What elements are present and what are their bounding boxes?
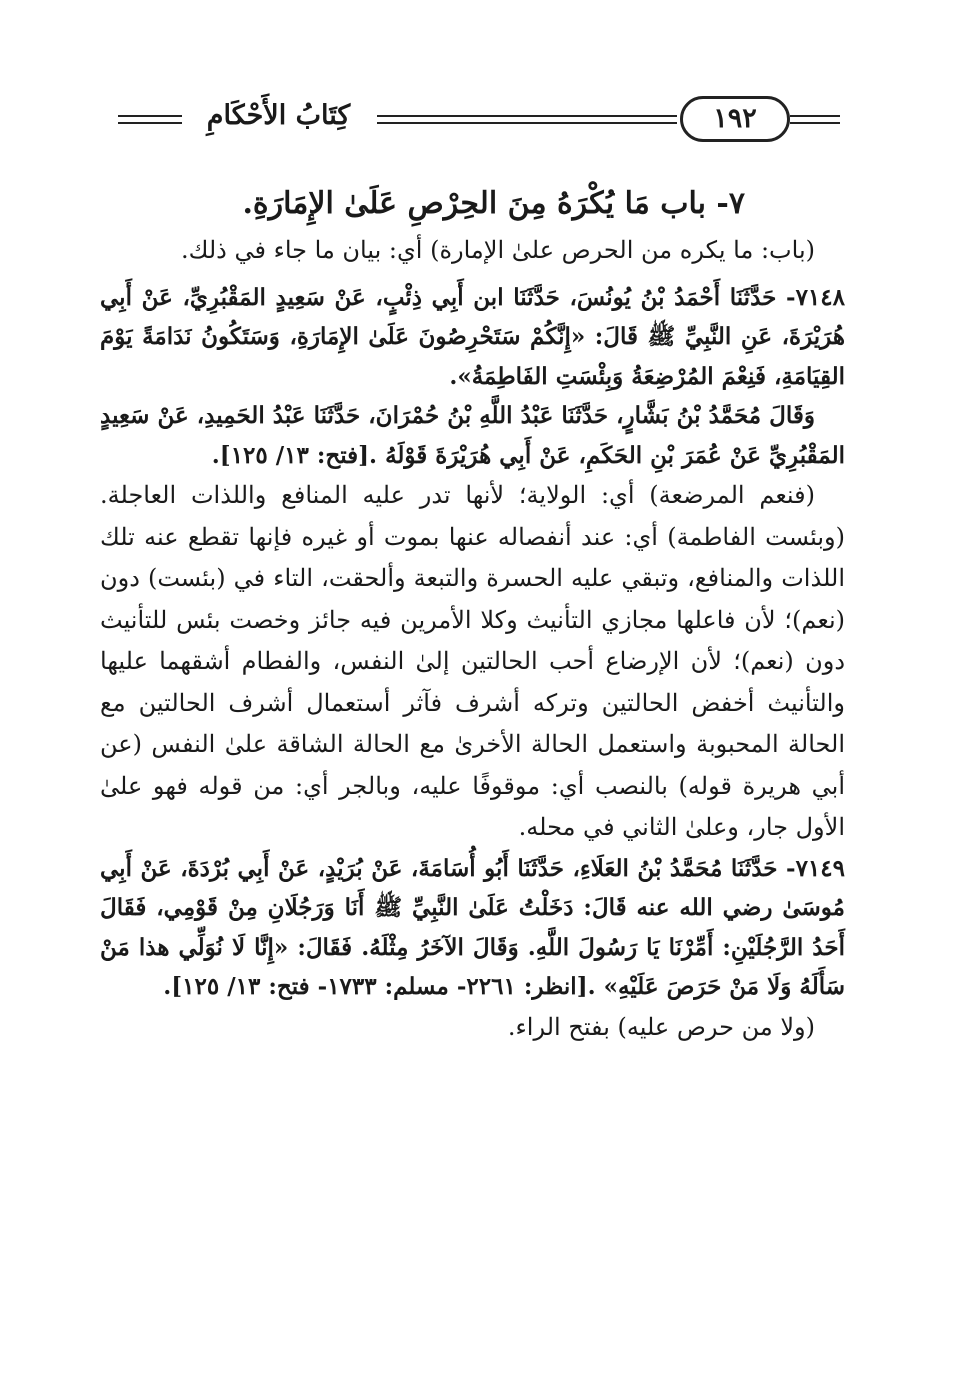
commentary-paragraph: (ولا من حرص عليه) بفتح الراء. (507, 1012, 815, 1041)
commentary-paragraph: (باب: ما يكره من الحرص علىٰ الإمارة) أي: بيان ما جاء في ذلك. (180, 236, 815, 264)
page-number: ١٩٢ (680, 96, 790, 142)
page-body (100, 178, 845, 1048)
hadith-paragraph: ٧١٤٨- حَدَّثَنَا أَحْمَدُ بْنُ يُونُسَ، حَدَّثَنَا ابن أَبِي ذِئْبٍ، عَنْ سَعِيدٍ المَقْبُرِيِّ، عَنْ أَبِي هُرَيْرَةَ، عَنِ النَّبِيِّ ﷺ قَالَ: «إِنَّكُمْ سَتَحْرِصُونَ عَلَىٰ الإِمَارَةِ، وَسَتَكُونُ نَدَامَةً يَوْمَ القِيَامَةِ، فَنِعْمَ المُرْضِعَةُ وَبِئْسَتِ الفَاطِمَةُ». (100, 283, 845, 390)
header-rule-right (790, 115, 840, 124)
commentary-paragraph: (فنعم المرضعة) أي: الولاية؛ لأنها تدر عليه المنافع واللذات العاجلة. (وبئست الفاطمة) أي: عند أنفصاله عنها بموت أو غيره فإنها تقطع عنه تلك اللذات والمنافع، وتبقي عليه الحسرة والتبعة وألحقت، التاء في (بئست) دون (نعم)؛ لأن فاعلها مجازي التأنيث وكلا الأمرين فيه جائز وخصت بئس للتأنيث دون (نعم)؛ لأن الإرضاع أحب الحالتين إلىٰ النفس، والفطام أشقهما عليها والتأنيث أخفض الحالتين وتركه أشرف فآثر أستعمال أشرف الحالتين مع الحالة المحبوبة واستعمل الحالة الأخرىٰ مع الحالة الشاقة علىٰ النفس (عن أبي هريرة قوله) بالنصب أي: موقوفًا عليه، وبالجر أي: من قوله فهو علىٰ الأول جار، وعلىٰ الثاني في محله. (100, 481, 845, 841)
chapter-title: ٧- باب مَا يُكْرَهُ مِنَ الحِرْصِ عَلَىٰ الإِمَارَةِ. (242, 186, 745, 221)
running-header (100, 92, 842, 148)
header-rule-left (118, 115, 182, 124)
book-title: كِتَابُ الأَحْكَامِ (206, 100, 351, 131)
hadith-paragraph: ٧١٤٩- حَدَّثَنَا مُحَمَّدُ بْنُ العَلَاءِ، حَدَّثَنَا أَبُو أُسَامَةَ، عَنْ بُرَيْدٍ، عَنْ أَبِي بُرْدَةَ، عَنْ أَبِي مُوسَىٰ رضي الله عنه قَالَ: دَخَلْتُ عَلَىٰ النَّبِيِّ ﷺ أَنَا وَرَجُلَانِ مِنْ قَوْمِي، فَقَالَ أَحَدُ الرَّجُلَيْنِ: أَمِّرْنَا يَا رَسُولَ اللَّهِ. وَقَالَ الآخَرُ مِثْلَهُ. فَقَالَ: «إِنَّا لَا نُوَلِّي هذا مَنْ سَأَلَهُ وَلَا مَنْ حَرَصَ عَلَيْهِ» .[انظر: ٢٢٦١- مسلم: ١٧٣٣- فتح: ١٣/ ١٢٥]. (100, 854, 845, 1000)
header-rule-middle (377, 115, 677, 124)
hadith-paragraph: وَقَالَ مُحَمَّدُ بْنُ بَشَّارٍ، حَدَّثَنَا عَبْدُ اللَّهِ بْنُ حُمْرَانَ، حَدَّثَنَا عَبْدُ الحَمِيدِ، عَنْ سَعِيدٍ المَقْبُرِيِّ عَنْ عُمَرَ بْنِ الحَكَمِ، عَنْ أَبِي هُرَيْرَةَ قَوْلَهُ .[فتح: ١٣/ ١٢٥]. (100, 402, 845, 469)
